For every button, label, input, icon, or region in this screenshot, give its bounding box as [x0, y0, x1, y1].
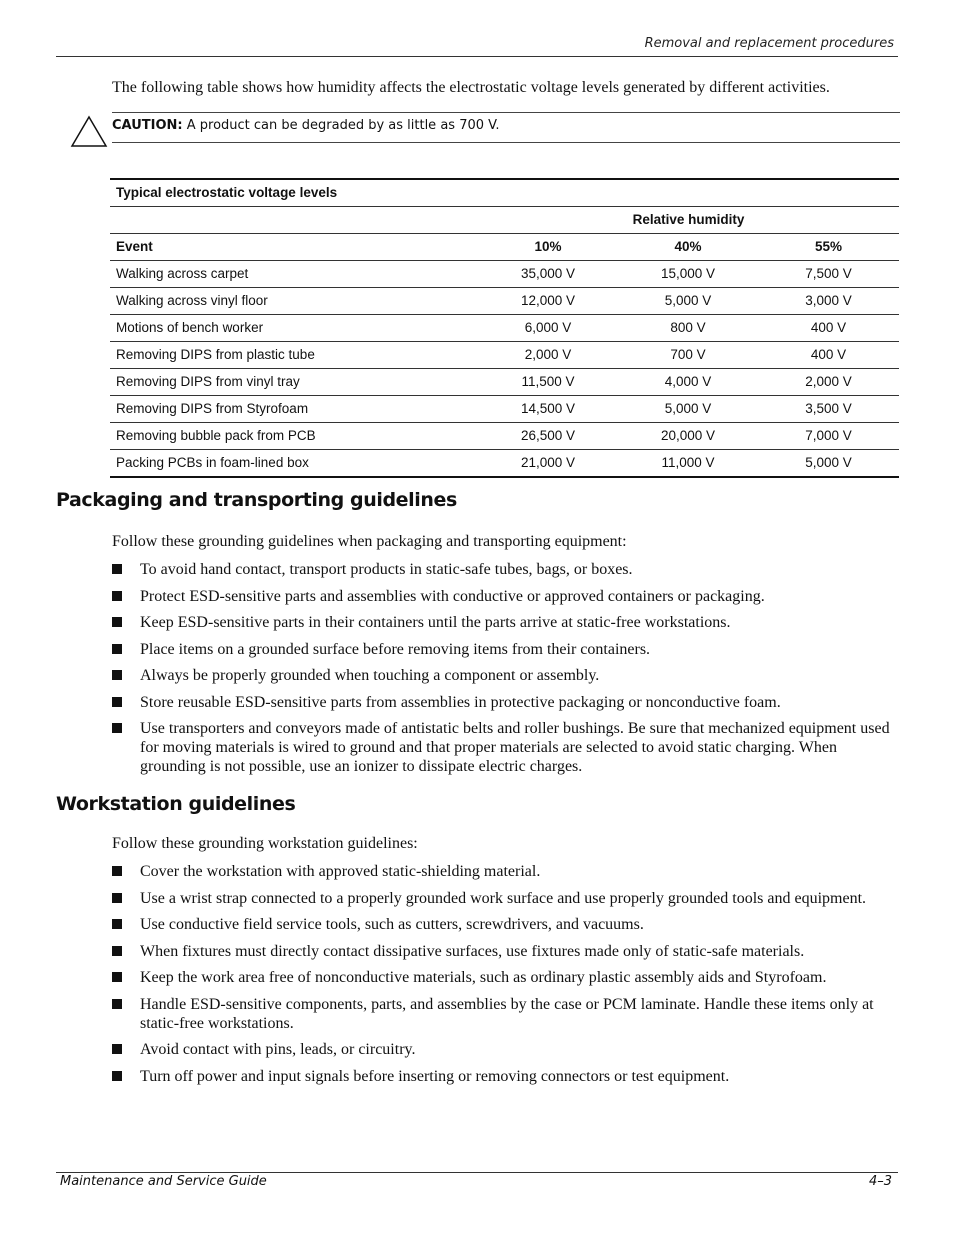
voltage-cell: 5,000 V [758, 450, 899, 478]
table-row [110, 342, 899, 369]
list-item-text: Turn off power and input signals before inserting or removing connectors or test equipment. [140, 1067, 730, 1085]
list-item [112, 968, 902, 987]
column-header-40: 40% [618, 234, 758, 261]
square-bullet-icon [112, 1044, 122, 1054]
event-cell: Motions of bench worker [110, 315, 478, 342]
square-bullet-icon [112, 972, 122, 982]
list-item-text: To avoid hand contact, transport products in static-safe tubes, bags, or boxes. [140, 561, 633, 578]
list-item [112, 560, 902, 579]
list-item-text: Cover the workstation with approved static-shielding material. [140, 863, 541, 880]
voltage-cell: 5,000 V [618, 288, 758, 315]
table-caption: Typical electrostatic voltage levels [110, 179, 899, 207]
square-bullet-icon [112, 697, 122, 707]
square-bullet-icon [112, 919, 122, 929]
list-item [112, 693, 902, 712]
voltage-cell: 6,000 V [478, 315, 618, 342]
square-bullet-icon [112, 564, 122, 574]
event-cell: Removing DIPS from Styrofoam [110, 396, 478, 423]
voltage-cell: 21,000 V [478, 450, 618, 478]
workstation-list [112, 862, 902, 1093]
list-item [112, 613, 902, 632]
square-bullet-icon [112, 644, 122, 654]
caution-note [70, 112, 900, 146]
table-row [110, 369, 899, 396]
list-item-text: When fixtures must directly contact dissipative surfaces, use fixtures made only of static-safe materials. [140, 942, 805, 960]
list-item-text: Place items on a grounded surface before removing items from their containers. [140, 640, 651, 658]
list-item [112, 587, 902, 606]
voltage-cell: 35,000 V [478, 261, 618, 288]
list-item-text: Avoid contact with pins, leads, or circuitry. [140, 1041, 416, 1058]
voltage-cell: 400 V [758, 342, 899, 369]
packaging-lead: Follow these grounding guidelines when packaging and transporting equipment: [112, 533, 627, 550]
list-item [112, 995, 902, 1033]
list-item [112, 862, 902, 881]
packaging-list [112, 560, 902, 784]
event-cell: Removing bubble pack from PCB [110, 423, 478, 450]
voltage-cell: 7,500 V [758, 261, 899, 288]
caution-message: A product can be degraded by as little as 700 V. [186, 118, 500, 133]
intro-paragraph: The following table shows how humidity affects the electrostatic voltage levels generated by different activities. [112, 79, 830, 96]
square-bullet-icon [112, 670, 122, 680]
list-item [112, 889, 902, 908]
voltage-cell: 7,000 V [758, 423, 899, 450]
list-item [112, 1067, 902, 1086]
table-row [110, 396, 899, 423]
table-row [110, 261, 899, 288]
page-number: 4–3 [868, 1174, 892, 1189]
esd-voltage-table [110, 178, 899, 478]
list-item-text: Use transporters and conveyors made of antistatic belts and roller bushings. Be sure that mechanized equipment used for moving materials is wired to ground and that proper materials are selected to avoid static charging. When grounding is not possible, use an ionizer to dissipate electric charges. [140, 720, 890, 775]
footer-guide-title: Maintenance and Service Guide [60, 1174, 267, 1189]
warning-triangle-icon [70, 114, 108, 148]
voltage-cell: 11,500 V [478, 369, 618, 396]
running-header: Removal and replacement procedures [644, 36, 894, 51]
voltage-cell: 3,000 V [758, 288, 899, 315]
header-rule [56, 56, 898, 57]
list-item [112, 942, 902, 961]
list-item [112, 915, 902, 934]
list-item-text: Use conductive field service tools, such as cutters, screwdrivers, and vacuums. [140, 916, 644, 933]
relative-humidity-header: Relative humidity [478, 207, 899, 234]
voltage-cell: 400 V [758, 315, 899, 342]
packaging-heading: Packaging and transporting guidelines [56, 489, 457, 511]
workstation-heading: Workstation guidelines [56, 793, 296, 815]
list-item-text: Keep ESD-sensitive parts in their containers until the parts arrive at static-free workstations. [140, 614, 731, 631]
list-item [112, 666, 902, 685]
voltage-cell: 2,000 V [478, 342, 618, 369]
list-item [112, 640, 902, 659]
voltage-cell: 20,000 V [618, 423, 758, 450]
square-bullet-icon [112, 946, 122, 956]
square-bullet-icon [112, 591, 122, 601]
list-item [112, 1040, 902, 1059]
event-cell: Walking across vinyl floor [110, 288, 478, 315]
table-row [110, 423, 899, 450]
voltage-cell: 2,000 V [758, 369, 899, 396]
square-bullet-icon [112, 723, 122, 733]
voltage-cell: 5,000 V [618, 396, 758, 423]
list-item-text: Use a wrist strap connected to a properly grounded work surface and use properly grounded tools and equipment. [140, 889, 867, 907]
column-header-10: 10% [478, 234, 618, 261]
caution-top-rule [112, 112, 900, 113]
table-row [110, 450, 899, 478]
table-row [110, 288, 899, 315]
voltage-cell: 4,000 V [618, 369, 758, 396]
event-cell: Removing DIPS from vinyl tray [110, 369, 478, 396]
event-cell: Walking across carpet [110, 261, 478, 288]
column-header-55: 55% [758, 234, 899, 261]
list-item [112, 719, 902, 776]
caution-label: CAUTION: [112, 118, 183, 133]
voltage-cell: 14,500 V [478, 396, 618, 423]
column-header-event: Event [110, 234, 478, 261]
voltage-cell: 11,000 V [618, 450, 758, 478]
footer-rule [56, 1172, 898, 1173]
list-item-text: Handle ESD-sensitive components, parts, and assemblies by the case or PCM laminate. Handle these items only at static-free workstations. [140, 995, 874, 1032]
voltage-cell: 800 V [618, 315, 758, 342]
caution-text [112, 118, 499, 133]
event-cell: Packing PCBs in foam-lined box [110, 450, 478, 478]
list-item-text: Keep the work area free of nonconductive materials, such as ordinary plastic assembly aids and Styrofoam. [140, 969, 827, 986]
voltage-cell: 3,500 V [758, 396, 899, 423]
square-bullet-icon [112, 617, 122, 627]
list-item-text: Store reusable ESD-sensitive parts from assemblies in protective packaging or nonconductive foam. [140, 693, 781, 711]
voltage-cell: 12,000 V [478, 288, 618, 315]
square-bullet-icon [112, 866, 122, 876]
voltage-cell: 700 V [618, 342, 758, 369]
list-item-text: Protect ESD-sensitive parts and assemblies with conductive or approved containers or packaging. [140, 587, 765, 605]
voltage-cell: 26,500 V [478, 423, 618, 450]
table-group-header-row [110, 207, 899, 234]
square-bullet-icon [112, 999, 122, 1009]
caution-bottom-rule [112, 142, 900, 143]
square-bullet-icon [112, 1071, 122, 1081]
square-bullet-icon [112, 893, 122, 903]
workstation-lead: Follow these grounding workstation guidelines: [112, 835, 418, 852]
table-row [110, 315, 899, 342]
event-cell: Removing DIPS from plastic tube [110, 342, 478, 369]
list-item-text: Always be properly grounded when touching a component or assembly. [140, 667, 600, 684]
table-header-row [110, 234, 899, 261]
voltage-cell: 15,000 V [618, 261, 758, 288]
table-caption-row [110, 179, 899, 207]
